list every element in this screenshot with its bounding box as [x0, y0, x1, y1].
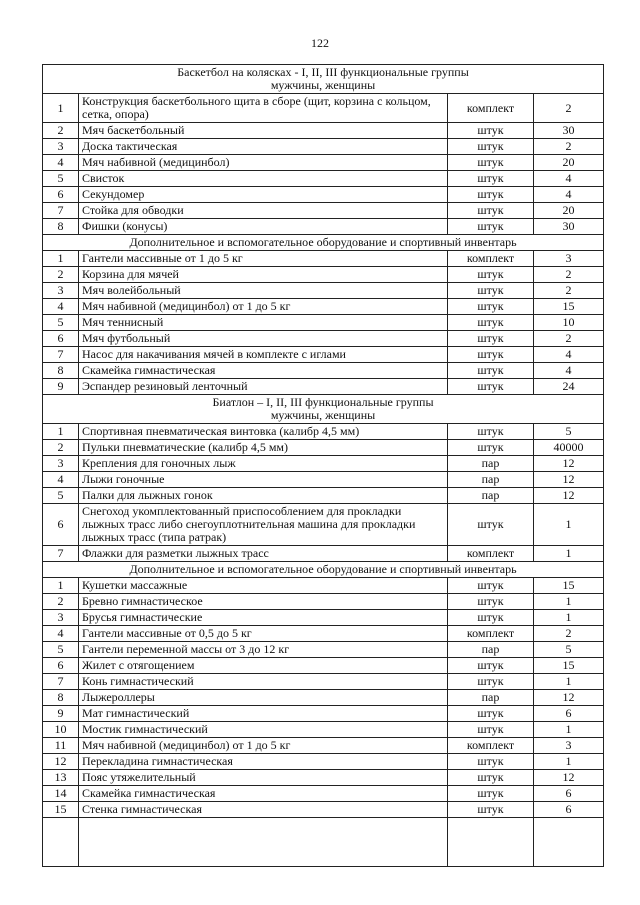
row-number: 5	[43, 642, 79, 658]
table-row	[43, 770, 604, 786]
item-unit: штук	[448, 347, 534, 363]
table-row	[43, 722, 604, 738]
item-quantity: 1	[534, 722, 604, 738]
table-row	[43, 488, 604, 504]
item-name: Мостик гимнастический	[79, 722, 448, 738]
row-number: 2	[43, 123, 79, 139]
item-unit: штук	[448, 155, 534, 171]
item-quantity: 40000	[534, 440, 604, 456]
item-name: Скамейка гимнастическая	[79, 363, 448, 379]
item-name: Конструкция баскетбольного щита в сборе (щит, корзина с кольцом, сетка, опора)	[79, 94, 448, 123]
item-unit: комплект	[448, 738, 534, 754]
table-row	[43, 363, 604, 379]
item-name: Насос для накачивания мячей в комплекте с иглами	[79, 347, 448, 363]
row-number: 4	[43, 299, 79, 315]
row-number: 2	[43, 267, 79, 283]
item-quantity: 5	[534, 424, 604, 440]
row-number: 6	[43, 187, 79, 203]
item-quantity: 1	[534, 546, 604, 562]
item-name: Скамейка гимнастическая	[79, 786, 448, 802]
item-quantity: 2	[534, 331, 604, 347]
item-quantity: 12	[534, 488, 604, 504]
table-body	[43, 65, 604, 867]
table-blank-row	[43, 818, 604, 867]
item-quantity: 1	[534, 594, 604, 610]
section-title	[43, 235, 604, 251]
item-quantity: 1	[534, 504, 604, 546]
item-name: Мяч набивной (медицинбол) от 1 до 5 кг	[79, 738, 448, 754]
item-unit: штук	[448, 440, 534, 456]
section-title-line: мужчины, женщины	[270, 408, 376, 422]
row-number: 3	[43, 283, 79, 299]
item-name: Лыжи гоночные	[79, 472, 448, 488]
item-name: Секундомер	[79, 187, 448, 203]
item-unit: штук	[448, 722, 534, 738]
item-quantity: 1	[534, 610, 604, 626]
row-number: 4	[43, 472, 79, 488]
item-unit: штук	[448, 363, 534, 379]
item-unit: штук	[448, 123, 534, 139]
row-number: 3	[43, 610, 79, 626]
item-quantity: 6	[534, 786, 604, 802]
item-unit: комплект	[448, 626, 534, 642]
item-name: Конь гимнастический	[79, 674, 448, 690]
row-number: 9	[43, 706, 79, 722]
item-unit: штук	[448, 424, 534, 440]
item-unit: комплект	[448, 546, 534, 562]
item-unit: пар	[448, 456, 534, 472]
row-number: 15	[43, 802, 79, 818]
row-number: 12	[43, 754, 79, 770]
item-name: Корзина для мячей	[79, 267, 448, 283]
row-number: 1	[43, 578, 79, 594]
table-row	[43, 456, 604, 472]
item-quantity: 3	[534, 251, 604, 267]
table-row	[43, 642, 604, 658]
item-unit: штук	[448, 187, 534, 203]
row-number: 4	[43, 155, 79, 171]
item-quantity: 6	[534, 706, 604, 722]
table-row	[43, 690, 604, 706]
item-name: Кушетки массажные	[79, 578, 448, 594]
row-number: 8	[43, 690, 79, 706]
row-number: 13	[43, 770, 79, 786]
item-unit: штук	[448, 504, 534, 546]
item-name: Крепления для гоночных лыж	[79, 456, 448, 472]
item-quantity: 20	[534, 155, 604, 171]
item-quantity: 2	[534, 283, 604, 299]
item-unit: пар	[448, 472, 534, 488]
table-row	[43, 786, 604, 802]
item-unit: штук	[448, 674, 534, 690]
item-quantity: 2	[534, 139, 604, 155]
item-quantity: 2	[534, 267, 604, 283]
table-row	[43, 546, 604, 562]
table-row	[43, 203, 604, 219]
item-quantity: 4	[534, 171, 604, 187]
blank-cell	[448, 818, 534, 867]
item-name: Пульки пневматические (калибр 4,5 мм)	[79, 440, 448, 456]
row-number: 7	[43, 347, 79, 363]
item-unit: штук	[448, 578, 534, 594]
item-unit: пар	[448, 642, 534, 658]
table-row	[43, 299, 604, 315]
item-name: Фишки (конусы)	[79, 219, 448, 235]
table-row	[43, 578, 604, 594]
item-quantity: 15	[534, 299, 604, 315]
table-row	[43, 283, 604, 299]
row-number: 7	[43, 546, 79, 562]
item-name: Флажки для разметки лыжных трасс	[79, 546, 448, 562]
table-row	[43, 754, 604, 770]
row-number: 5	[43, 315, 79, 331]
section-title-line: Дополнительное и вспомогательное оборудование и спортивный инвентарь	[129, 235, 517, 249]
row-number: 8	[43, 219, 79, 235]
item-name: Гантели переменной массы от 3 до 12 кг	[79, 642, 448, 658]
item-unit: штук	[448, 770, 534, 786]
row-number: 2	[43, 440, 79, 456]
item-unit: штук	[448, 171, 534, 187]
section-title	[43, 562, 604, 578]
item-unit: штук	[448, 267, 534, 283]
table-row	[43, 379, 604, 395]
table-row	[43, 251, 604, 267]
blank-cell	[43, 818, 79, 867]
row-number: 9	[43, 379, 79, 395]
item-unit: штук	[448, 315, 534, 331]
row-number: 11	[43, 738, 79, 754]
item-quantity: 12	[534, 690, 604, 706]
row-number: 5	[43, 488, 79, 504]
item-quantity: 10	[534, 315, 604, 331]
item-name: Бревно гимнастическое	[79, 594, 448, 610]
item-name: Мяч баскетбольный	[79, 123, 448, 139]
row-number: 8	[43, 363, 79, 379]
item-name: Мяч набивной (медицинбол) от 1 до 5 кг	[79, 299, 448, 315]
item-quantity: 12	[534, 770, 604, 786]
item-name: Мяч волейбольный	[79, 283, 448, 299]
item-unit: штук	[448, 610, 534, 626]
row-number: 6	[43, 504, 79, 546]
row-number: 3	[43, 456, 79, 472]
item-quantity: 12	[534, 472, 604, 488]
row-number: 7	[43, 674, 79, 690]
item-unit: штук	[448, 299, 534, 315]
item-quantity: 15	[534, 578, 604, 594]
item-unit: пар	[448, 488, 534, 504]
item-unit: штук	[448, 283, 534, 299]
table-row	[43, 504, 604, 546]
item-unit: комплект	[448, 94, 534, 123]
item-unit: штук	[448, 802, 534, 818]
section-title-line: Биатлон – I, II, III функциональные группы	[212, 395, 434, 409]
item-name: Доска тактическая	[79, 139, 448, 155]
item-name: Мяч футбольный	[79, 331, 448, 347]
item-unit: штук	[448, 139, 534, 155]
table-row	[43, 187, 604, 203]
item-unit: штук	[448, 203, 534, 219]
table-row	[43, 706, 604, 722]
item-name: Снегоход укомплектованный приспособлением для прокладки лыжных трасс либо снегоуплотнительная машина для прокладки лыжных трасс (типа ратрак)	[79, 504, 448, 546]
equipment-table	[42, 64, 604, 867]
table-row	[43, 94, 604, 123]
item-unit: штук	[448, 594, 534, 610]
row-number: 14	[43, 786, 79, 802]
item-quantity: 6	[534, 802, 604, 818]
page-number: 122	[311, 36, 329, 50]
table-row	[43, 315, 604, 331]
row-number: 1	[43, 94, 79, 123]
table-row	[43, 123, 604, 139]
item-quantity: 3	[534, 738, 604, 754]
item-name: Пояс утяжелительный	[79, 770, 448, 786]
section-header-row	[43, 562, 604, 578]
row-number: 7	[43, 203, 79, 219]
blank-cell	[534, 818, 604, 867]
item-name: Мяч набивной (медицинбол)	[79, 155, 448, 171]
table-row	[43, 626, 604, 642]
item-name: Брусья гимнастические	[79, 610, 448, 626]
item-unit: комплект	[448, 251, 534, 267]
section-header-row	[43, 65, 604, 94]
row-number: 2	[43, 594, 79, 610]
item-quantity: 4	[534, 347, 604, 363]
item-unit: штук	[448, 379, 534, 395]
item-name: Гантели массивные от 1 до 5 кг	[79, 251, 448, 267]
item-name: Стойка для обводки	[79, 203, 448, 219]
section-title-line: Дополнительное и вспомогательное оборудование и спортивный инвентарь	[129, 562, 517, 576]
table-row	[43, 347, 604, 363]
item-quantity: 4	[534, 187, 604, 203]
item-name: Жилет с отягощением	[79, 658, 448, 674]
item-name: Стенка гимнастическая	[79, 802, 448, 818]
item-quantity: 15	[534, 658, 604, 674]
item-quantity: 2	[534, 626, 604, 642]
item-quantity: 30	[534, 219, 604, 235]
item-unit: пар	[448, 690, 534, 706]
row-number: 4	[43, 626, 79, 642]
item-unit: штук	[448, 754, 534, 770]
item-name: Эспандер резиновый ленточный	[79, 379, 448, 395]
row-number: 1	[43, 424, 79, 440]
row-number: 10	[43, 722, 79, 738]
row-number: 6	[43, 331, 79, 347]
table-row	[43, 610, 604, 626]
row-number: 1	[43, 251, 79, 267]
table-row	[43, 424, 604, 440]
item-name: Мат гимнастический	[79, 706, 448, 722]
table-row	[43, 155, 604, 171]
table-row	[43, 594, 604, 610]
section-title-line: Баскетбол на колясках - I, II, III функциональные группы	[177, 65, 469, 79]
table-row	[43, 738, 604, 754]
item-name: Лыжероллеры	[79, 690, 448, 706]
row-number: 6	[43, 658, 79, 674]
table-row	[43, 331, 604, 347]
table-row	[43, 802, 604, 818]
item-unit: штук	[448, 658, 534, 674]
item-name: Мяч теннисный	[79, 315, 448, 331]
table-row	[43, 171, 604, 187]
item-quantity: 4	[534, 363, 604, 379]
item-quantity: 12	[534, 456, 604, 472]
item-unit: штук	[448, 331, 534, 347]
table-row	[43, 267, 604, 283]
table-row	[43, 219, 604, 235]
item-name: Палки для лыжных гонок	[79, 488, 448, 504]
item-quantity: 30	[534, 123, 604, 139]
row-number: 3	[43, 139, 79, 155]
section-title-line: мужчины, женщины	[270, 78, 376, 92]
section-title	[43, 65, 604, 94]
section-title	[43, 395, 604, 424]
table-row	[43, 472, 604, 488]
item-unit: штук	[448, 219, 534, 235]
item-unit: штук	[448, 786, 534, 802]
table-row	[43, 440, 604, 456]
item-quantity: 2	[534, 94, 604, 123]
item-quantity: 1	[534, 754, 604, 770]
table-row	[43, 658, 604, 674]
item-name: Свисток	[79, 171, 448, 187]
item-quantity: 5	[534, 642, 604, 658]
item-unit: штук	[448, 706, 534, 722]
section-header-row	[43, 395, 604, 424]
item-name: Спортивная пневматическая винтовка (калибр 4,5 мм)	[79, 424, 448, 440]
table-row	[43, 674, 604, 690]
item-quantity: 20	[534, 203, 604, 219]
item-quantity: 24	[534, 379, 604, 395]
section-header-row	[43, 235, 604, 251]
item-quantity: 1	[534, 674, 604, 690]
item-name: Гантели массивные от 0,5 до 5 кг	[79, 626, 448, 642]
table-row	[43, 139, 604, 155]
row-number: 5	[43, 171, 79, 187]
blank-cell	[79, 818, 448, 867]
item-name: Перекладина гимнастическая	[79, 754, 448, 770]
